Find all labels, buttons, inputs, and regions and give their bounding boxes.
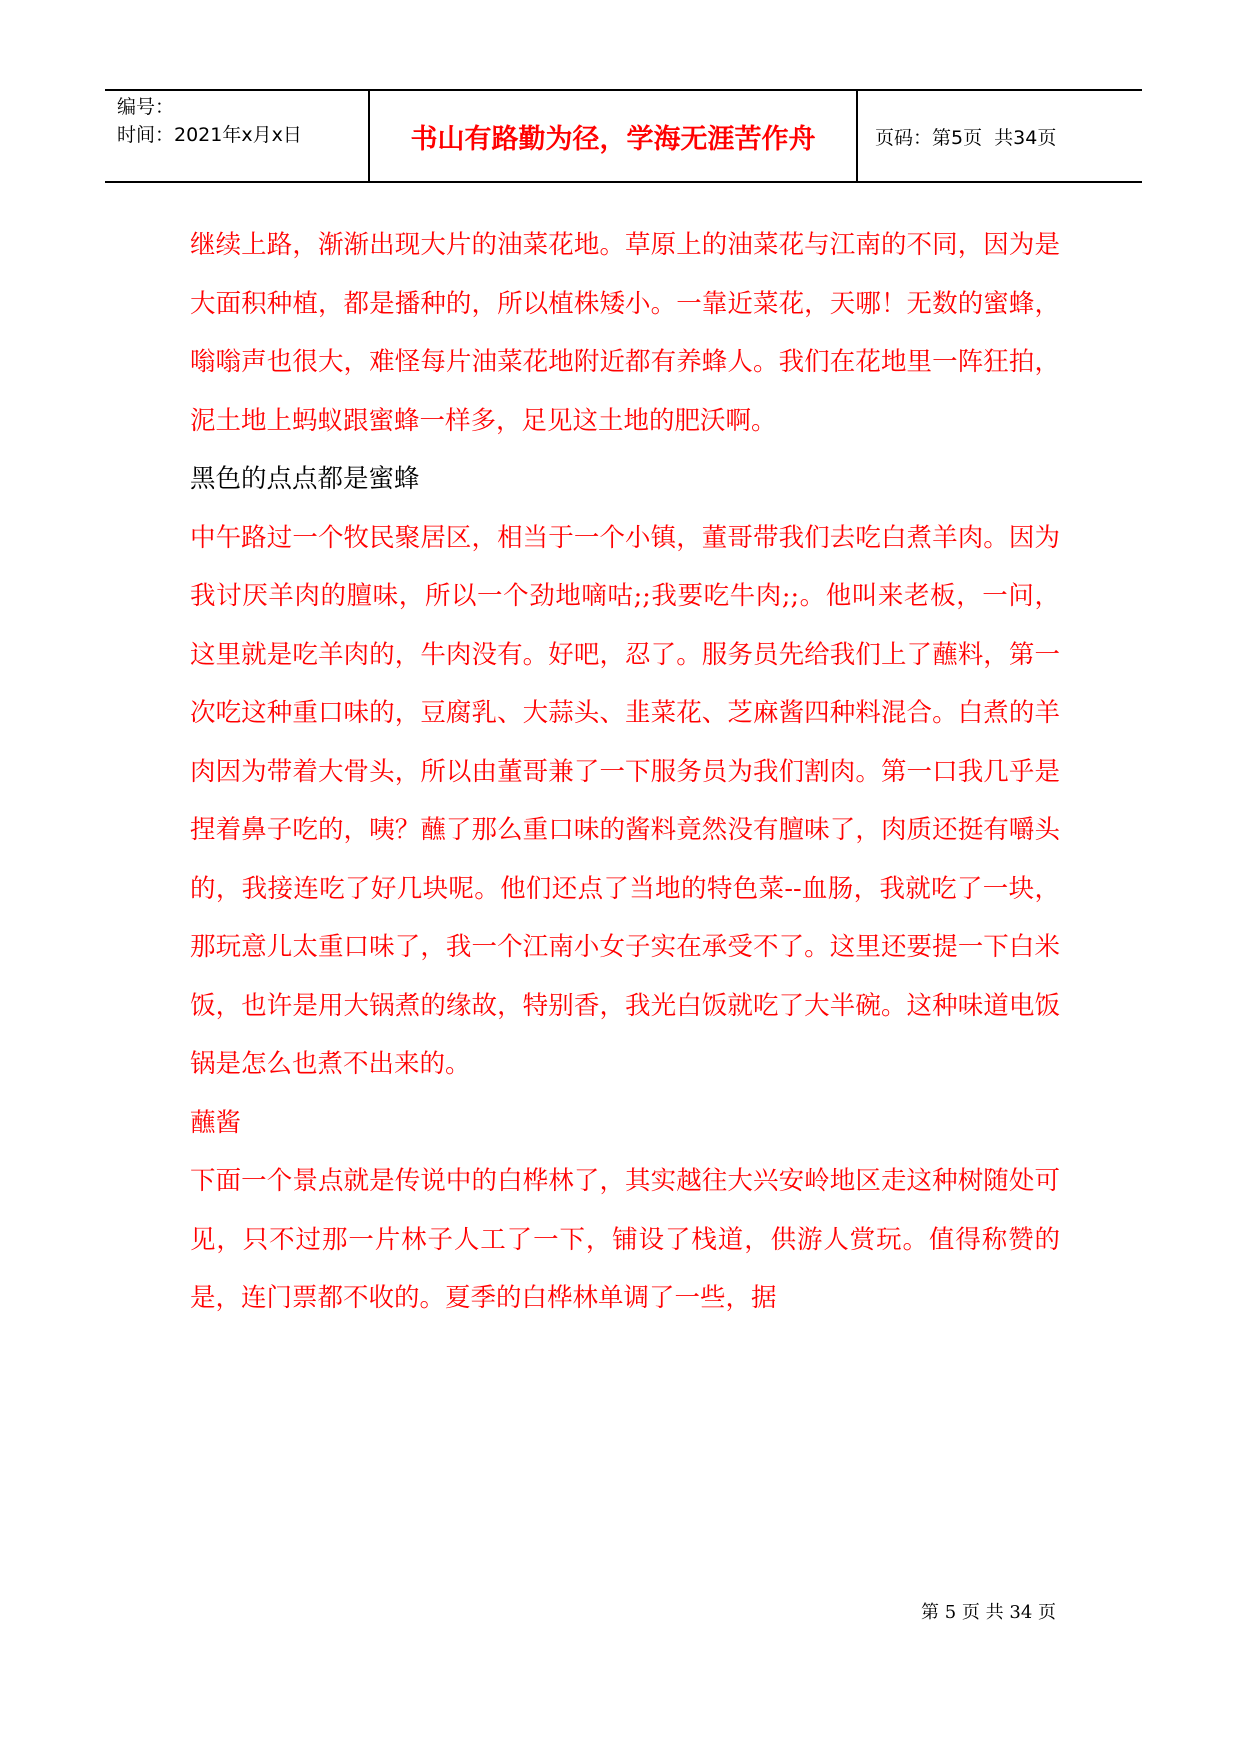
number-label: 编号： [117, 96, 175, 118]
paragraph: 下面一个景点就是传说中的白桦林了，其实越往大兴安岭地区走这种树随处可见，只不过那一片林子人工了一下，铺设了栈道，供游人赏玩。值得称赞的是，连门票都不收的。夏季的白桦林单调了一些，据 [190, 1166, 1060, 1313]
image-caption: 黑色的点点都是蜜蜂 [190, 464, 420, 494]
header-motto: 书山有路勤为径，学海无涯苦作舟 [410, 123, 816, 155]
paragraph: 中午路过一个牧民聚居区，相当于一个小镇，董哥带我们去吃白煮羊肉。因为我讨厌羊肉的膻味，所以一个劲地嘀咕;;我要吃牛肉;;。他叫来老板，一问，这里就是吃羊肉的，牛肉没有。好吧，忍了。服务员先给我们上了蘸料，第一次吃这种重口味的，豆腐乳、大蒜头、韭菜花、芝麻酱四种料混合。白煮的羊肉因为带着大骨头，所以由董哥兼了一下服务员为我们割肉。第一口我几乎是捏着鼻子吃的，咦？蘸了那么重口味的酱料竟然没有膻味了，肉质还挺有嚼头的，我接连吃了好几块呢。他们还点了当地的特色菜--血肠，我就吃了一块，那玩意儿太重口味了，我一个江南小女子实在承受不了。这里还要提一下白米饭，也许是用大锅煮的缘故，特别香，我光白饭就吃了大半碗。这种味道电饭锅是怎么也煮不出来的。 [190, 522, 1060, 1079]
header-divider [856, 91, 858, 181]
header-page-label: 页码：第5页 共34页 [875, 126, 1057, 149]
time-label: 时间：2021年x月x日 [117, 124, 302, 146]
paragraph: 继续上路，渐渐出现大片的油菜花地。草原上的油菜花与江南的不同，因为是大面积种植，都是播种的，所以植株矮小。一靠近菜花，天哪！无数的蜜蜂，嗡嗡声也很大，难怪每片油菜花地附近都有养蜂人。我们在花地里一阵狂拍，泥土地上蚂蚁跟蜜蜂一样多，足见这土地的肥沃啊。 [190, 230, 1060, 436]
document-header [105, 89, 1142, 183]
page-footer: 第 5 页 共 34 页 [921, 1602, 1056, 1623]
image-caption: 蘸酱 [190, 1107, 242, 1138]
header-meta [117, 93, 362, 149]
document-body [190, 216, 1060, 1328]
